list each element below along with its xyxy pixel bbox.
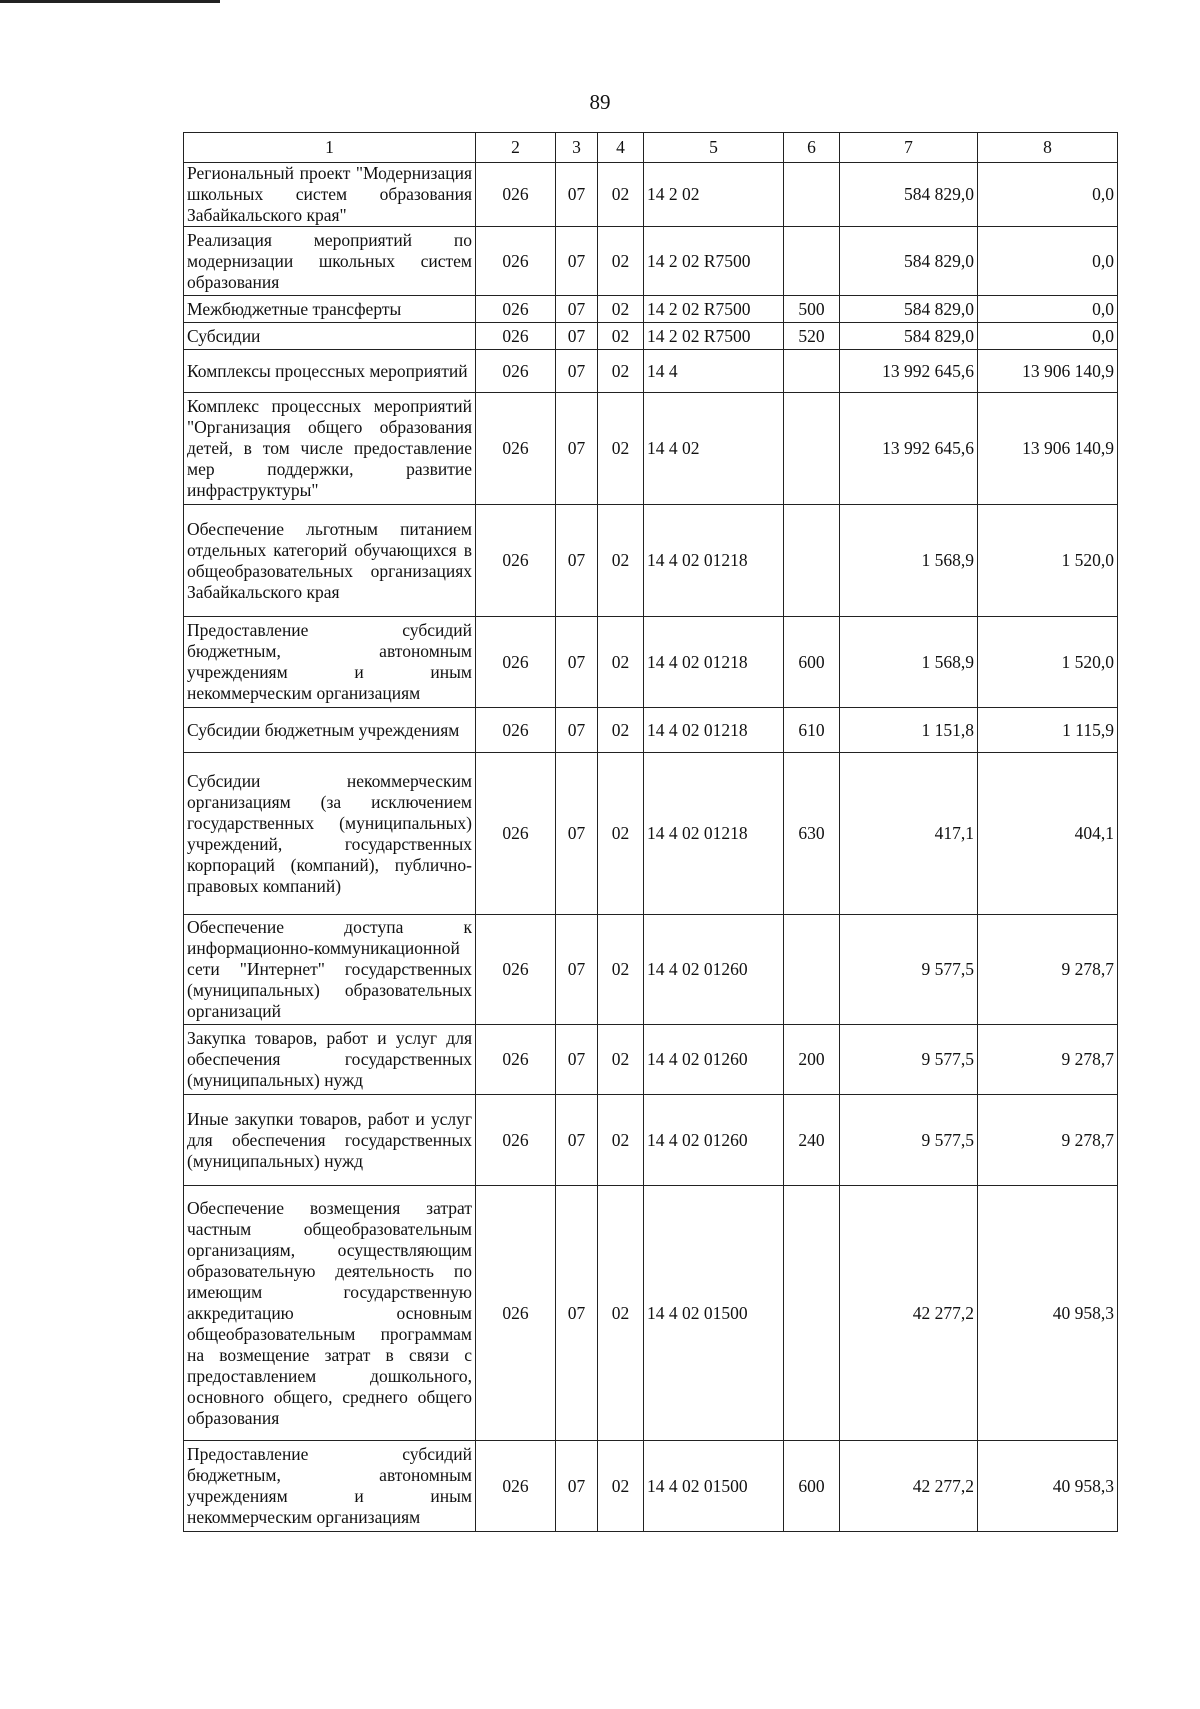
subsection-code-cell: 02: [598, 393, 644, 505]
row-name-cell: Обеспечение возмещения затрат частным общеобразовательным организациям, осуществляющим образовательную деятельность по имеющим государственную аккредитацию основным общеобразовательным программам на возмещение затрат в связи с предоставлением дошкольного, основного общего, среднего общего образования: [184, 1186, 476, 1441]
expense-type-cell: [784, 393, 840, 505]
subsection-code-cell: 02: [598, 1095, 644, 1186]
table-row: [184, 393, 1118, 505]
budget-table: [183, 132, 1118, 1532]
table-header: [184, 133, 1118, 163]
section-code-cell: 07: [556, 227, 598, 296]
expense-type-cell: 630: [784, 753, 840, 915]
column-header: 3: [556, 133, 598, 163]
row-name-cell: Предоставление субсидий бюджетным, автономным учреждениям и иным некоммерческим организациям: [184, 1441, 476, 1532]
amount-col8-cell: 13 906 140,9: [978, 393, 1118, 505]
subsection-code-cell: 02: [598, 296, 644, 323]
ministry-code-cell: 026: [476, 323, 556, 350]
column-header: 6: [784, 133, 840, 163]
ministry-code-cell: 026: [476, 227, 556, 296]
expense-type-cell: 520: [784, 323, 840, 350]
target-article-cell: 14 4: [644, 350, 784, 393]
target-article-cell: 14 4 02 01218: [644, 753, 784, 915]
page-number: 89: [589, 90, 611, 114]
table-row: [184, 708, 1118, 753]
amount-col7-cell: 417,1: [840, 753, 978, 915]
amount-col8-cell: 13 906 140,9: [978, 350, 1118, 393]
amount-col8-cell: 9 278,7: [978, 915, 1118, 1025]
amount-col8-cell: 0,0: [978, 227, 1118, 296]
amount-col8-cell: 40 958,3: [978, 1186, 1118, 1441]
column-header: 1: [184, 133, 476, 163]
section-code-cell: 07: [556, 617, 598, 708]
column-header: 8: [978, 133, 1118, 163]
target-article-cell: 14 4 02: [644, 393, 784, 505]
section-code-cell: 07: [556, 393, 598, 505]
row-name-cell: Реализация мероприятий по модернизации школьных систем образования: [184, 227, 476, 296]
amount-col8-cell: 0,0: [978, 163, 1118, 227]
section-code-cell: 07: [556, 1186, 598, 1441]
row-name-cell: Предоставление субсидий бюджетным, автономным учреждениям и иным некоммерческим организациям: [184, 617, 476, 708]
table-row: [184, 915, 1118, 1025]
subsection-code-cell: 02: [598, 350, 644, 393]
subsection-code-cell: 02: [598, 708, 644, 753]
amount-col8-cell: 1 520,0: [978, 505, 1118, 617]
row-name-cell: Региональный проект "Модернизация школьных систем образования Забайкальского края": [184, 163, 476, 227]
ministry-code-cell: 026: [476, 753, 556, 915]
amount-col7-cell: 584 829,0: [840, 227, 978, 296]
expense-type-cell: 610: [784, 708, 840, 753]
section-code-cell: 07: [556, 350, 598, 393]
table-row: [184, 505, 1118, 617]
row-name-cell: Иные закупки товаров, работ и услуг для обеспечения государственных (муниципальных) нужд: [184, 1095, 476, 1186]
expense-type-cell: 200: [784, 1025, 840, 1095]
column-header: 7: [840, 133, 978, 163]
ministry-code-cell: 026: [476, 1186, 556, 1441]
ministry-code-cell: 026: [476, 1441, 556, 1532]
subsection-code-cell: 02: [598, 1025, 644, 1095]
target-article-cell: 14 4 02 01260: [644, 1025, 784, 1095]
table-row: [184, 227, 1118, 296]
target-article-cell: 14 2 02 R7500: [644, 227, 784, 296]
amount-col8-cell: 9 278,7: [978, 1025, 1118, 1095]
expense-type-cell: [784, 227, 840, 296]
amount-col7-cell: 42 277,2: [840, 1186, 978, 1441]
amount-col8-cell: 0,0: [978, 296, 1118, 323]
expense-type-cell: [784, 350, 840, 393]
subsection-code-cell: 02: [598, 753, 644, 915]
scan-top-line: [0, 0, 220, 3]
section-code-cell: 07: [556, 915, 598, 1025]
amount-col7-cell: 9 577,5: [840, 1095, 978, 1186]
amount-col7-cell: 42 277,2: [840, 1441, 978, 1532]
target-article-cell: 14 4 02 01260: [644, 1095, 784, 1186]
amount-col7-cell: 1 568,9: [840, 617, 978, 708]
ministry-code-cell: 026: [476, 163, 556, 227]
target-article-cell: 14 4 02 01500: [644, 1186, 784, 1441]
expense-type-cell: 600: [784, 617, 840, 708]
section-code-cell: 07: [556, 1441, 598, 1532]
row-name-cell: Субсидии: [184, 323, 476, 350]
row-name-cell: Субсидии некоммерческим организациям (за исключением государственных (муниципальных) учреждений, государственных корпораций (компаний), публично-правовых компаний): [184, 753, 476, 915]
ministry-code-cell: 026: [476, 393, 556, 505]
subsection-code-cell: 02: [598, 505, 644, 617]
amount-col7-cell: 1 568,9: [840, 505, 978, 617]
row-name-cell: Обеспечение доступа к информационно-коммуникационной сети "Интернет" государственных (муниципальных) образовательных организаций: [184, 915, 476, 1025]
amount-col7-cell: 584 829,0: [840, 323, 978, 350]
row-name-cell: Комплекс процессных мероприятий "Организация общего образования детей, в том числе предоставление мер поддержки, развитие инфраструктуры": [184, 393, 476, 505]
ministry-code-cell: 026: [476, 296, 556, 323]
expense-type-cell: [784, 915, 840, 1025]
table-row: [184, 296, 1118, 323]
section-code-cell: 07: [556, 753, 598, 915]
table-row: [184, 163, 1118, 227]
table-row: [184, 617, 1118, 708]
subsection-code-cell: 02: [598, 227, 644, 296]
ministry-code-cell: 026: [476, 350, 556, 393]
target-article-cell: 14 4 02 01500: [644, 1441, 784, 1532]
amount-col7-cell: 1 151,8: [840, 708, 978, 753]
section-code-cell: 07: [556, 163, 598, 227]
subsection-code-cell: 02: [598, 915, 644, 1025]
target-article-cell: 14 4 02 01218: [644, 708, 784, 753]
ministry-code-cell: 026: [476, 1025, 556, 1095]
section-code-cell: 07: [556, 1025, 598, 1095]
target-article-cell: 14 4 02 01218: [644, 505, 784, 617]
table-row: [184, 350, 1118, 393]
amount-col8-cell: 0,0: [978, 323, 1118, 350]
expense-type-cell: 600: [784, 1441, 840, 1532]
section-code-cell: 07: [556, 708, 598, 753]
table-row: [184, 1186, 1118, 1441]
table-row: [184, 323, 1118, 350]
amount-col8-cell: 1 520,0: [978, 617, 1118, 708]
target-article-cell: 14 2 02 R7500: [644, 296, 784, 323]
section-code-cell: 07: [556, 505, 598, 617]
table-body: [184, 163, 1118, 1532]
row-name-cell: Комплексы процессных мероприятий: [184, 350, 476, 393]
row-name-cell: Межбюджетные трансферты: [184, 296, 476, 323]
amount-col8-cell: 9 278,7: [978, 1095, 1118, 1186]
target-article-cell: 14 2 02 R7500: [644, 323, 784, 350]
amount-col8-cell: 40 958,3: [978, 1441, 1118, 1532]
table-row: [184, 1095, 1118, 1186]
section-code-cell: 07: [556, 296, 598, 323]
ministry-code-cell: 026: [476, 1095, 556, 1186]
row-name-cell: Закупка товаров, работ и услуг для обеспечения государственных (муниципальных) нужд: [184, 1025, 476, 1095]
expense-type-cell: [784, 163, 840, 227]
table-row: [184, 1025, 1118, 1095]
column-header: 4: [598, 133, 644, 163]
subsection-code-cell: 02: [598, 323, 644, 350]
ministry-code-cell: 026: [476, 708, 556, 753]
expense-type-cell: [784, 505, 840, 617]
target-article-cell: 14 2 02: [644, 163, 784, 227]
section-code-cell: 07: [556, 323, 598, 350]
ministry-code-cell: 026: [476, 617, 556, 708]
section-code-cell: 07: [556, 1095, 598, 1186]
amount-col8-cell: 1 115,9: [978, 708, 1118, 753]
ministry-code-cell: 026: [476, 505, 556, 617]
amount-col8-cell: 404,1: [978, 753, 1118, 915]
subsection-code-cell: 02: [598, 1186, 644, 1441]
table-row: [184, 753, 1118, 915]
expense-type-cell: 500: [784, 296, 840, 323]
expense-type-cell: 240: [784, 1095, 840, 1186]
row-name-cell: Обеспечение льготным питанием отдельных категорий обучающихся в общеобразовательных организациях Забайкальского края: [184, 505, 476, 617]
row-name-cell: Субсидии бюджетным учреждениям: [184, 708, 476, 753]
amount-col7-cell: 9 577,5: [840, 915, 978, 1025]
ministry-code-cell: 026: [476, 915, 556, 1025]
subsection-code-cell: 02: [598, 617, 644, 708]
amount-col7-cell: 13 992 645,6: [840, 350, 978, 393]
amount-col7-cell: 13 992 645,6: [840, 393, 978, 505]
subsection-code-cell: 02: [598, 163, 644, 227]
amount-col7-cell: 9 577,5: [840, 1025, 978, 1095]
amount-col7-cell: 584 829,0: [840, 296, 978, 323]
column-header: 2: [476, 133, 556, 163]
header-row: [184, 133, 1118, 163]
subsection-code-cell: 02: [598, 1441, 644, 1532]
table-row: [184, 1441, 1118, 1532]
column-header: 5: [644, 133, 784, 163]
target-article-cell: 14 4 02 01218: [644, 617, 784, 708]
expense-type-cell: [784, 1186, 840, 1441]
amount-col7-cell: 584 829,0: [840, 163, 978, 227]
target-article-cell: 14 4 02 01260: [644, 915, 784, 1025]
